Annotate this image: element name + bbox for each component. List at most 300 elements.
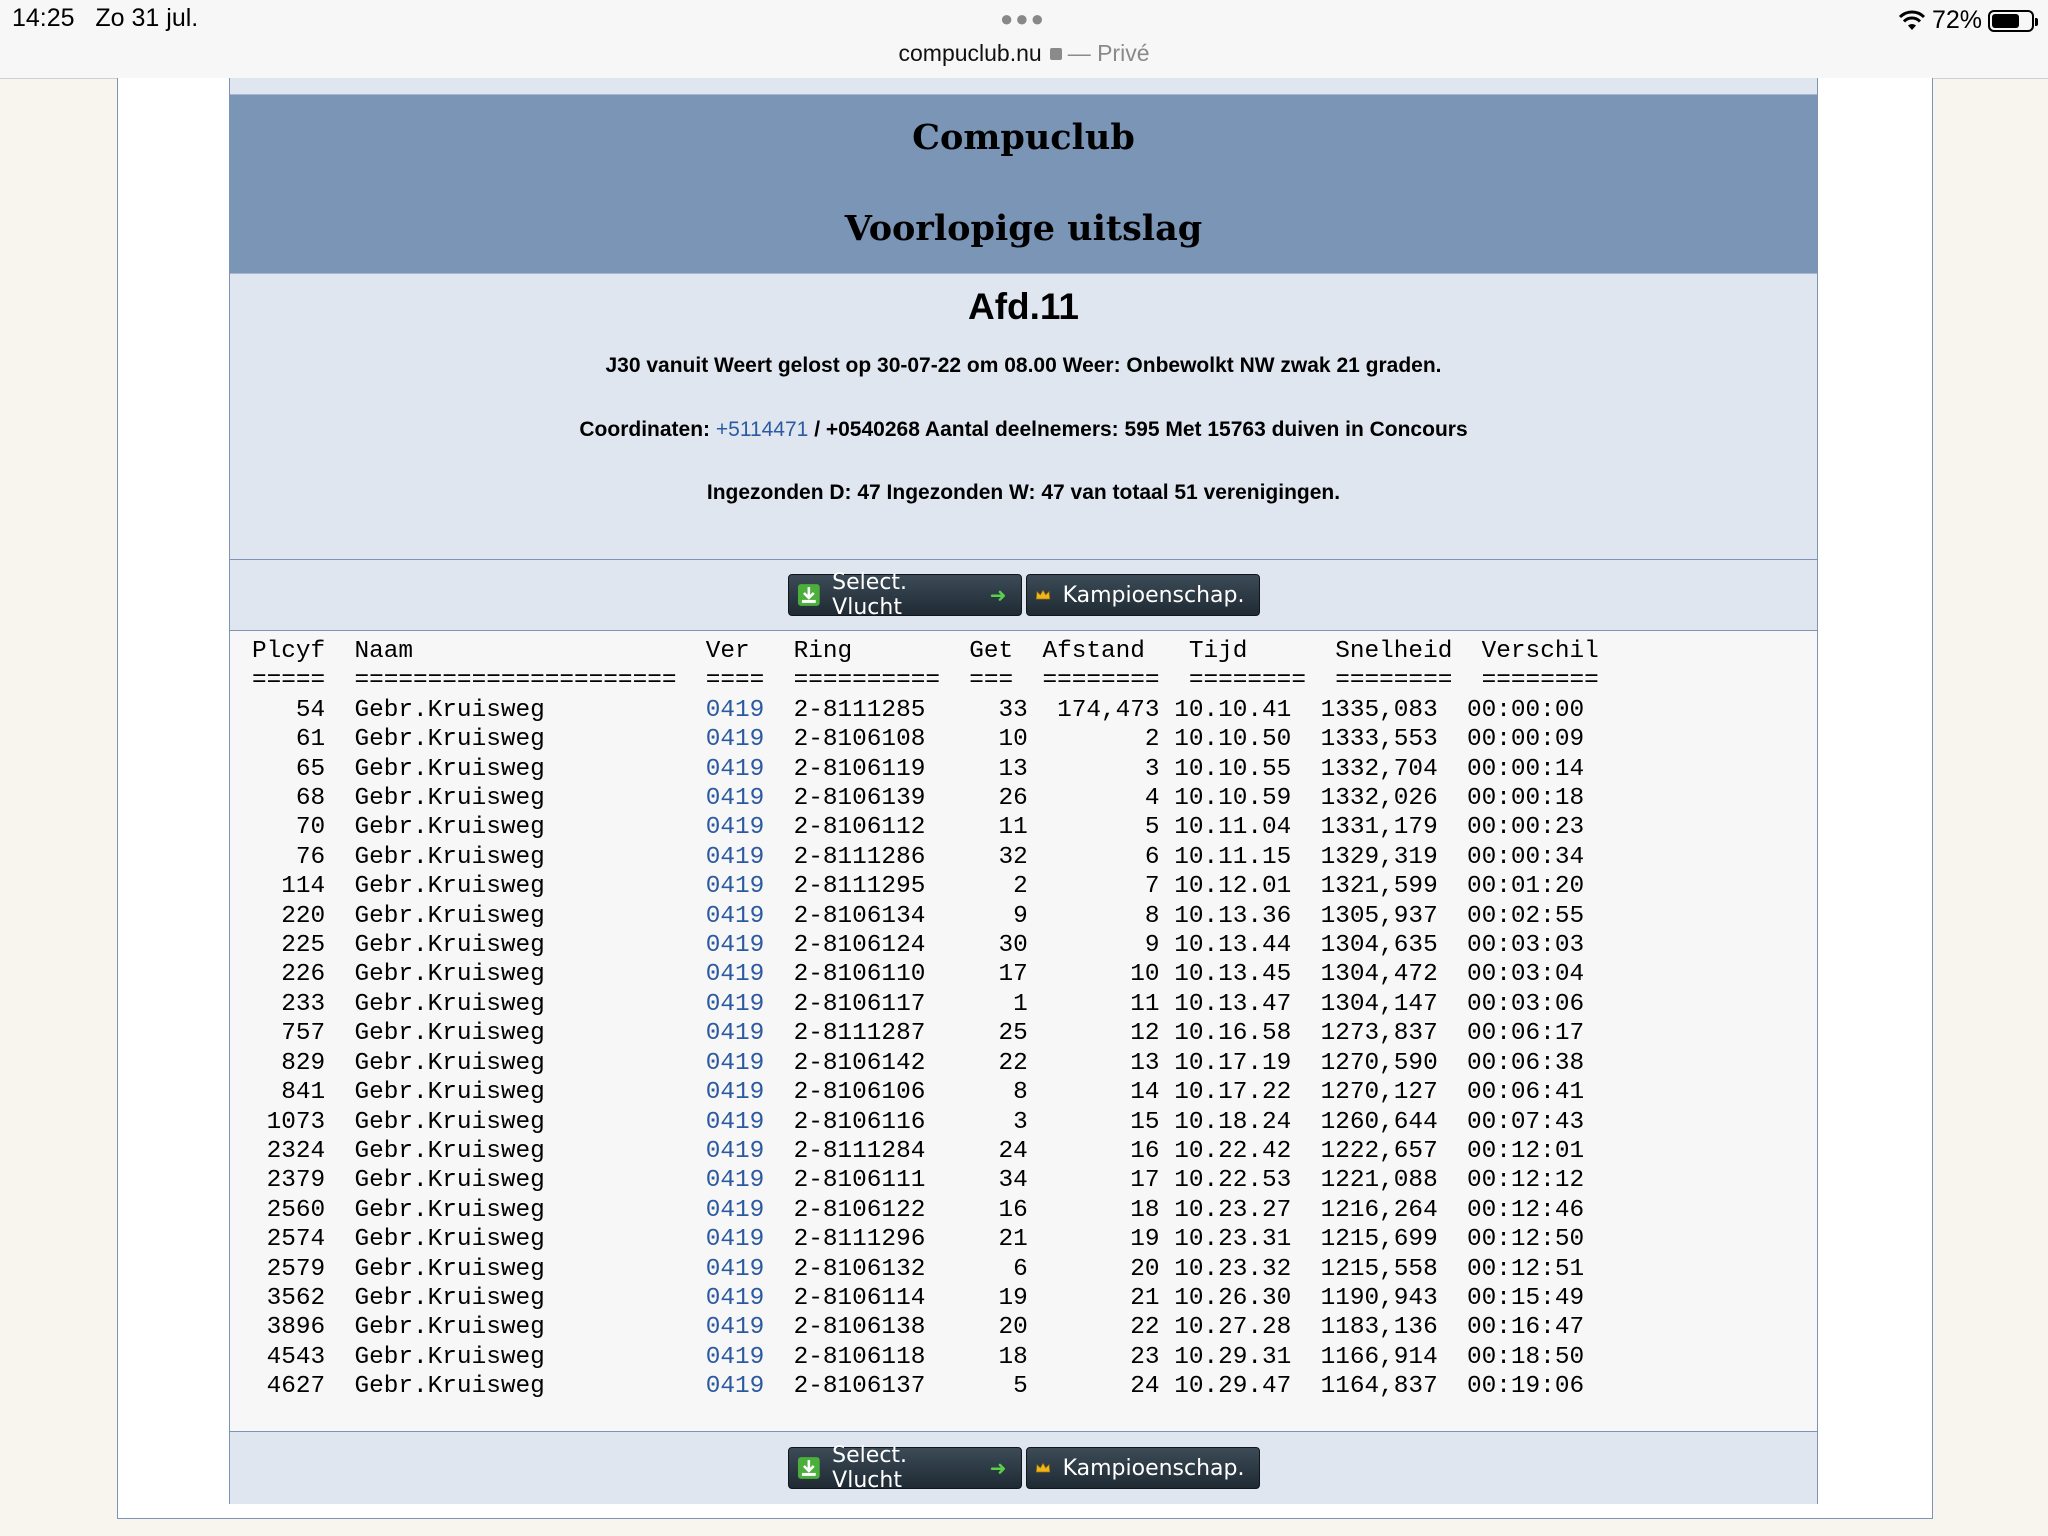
table-cell: 2-8106139 xyxy=(793,785,926,813)
table-cell: 10.27.28 xyxy=(1174,1314,1292,1342)
column-header: Verschil xyxy=(1481,638,1599,665)
table-row xyxy=(252,961,1584,988)
table-cell: 2-8106142 xyxy=(793,1049,926,1077)
header-underline: ===== xyxy=(252,667,326,695)
table-row xyxy=(252,1373,1584,1400)
table-cell: 00:12:51 xyxy=(1467,1255,1585,1283)
table-cell: 1260,644 xyxy=(1320,1108,1438,1136)
table-cell: Gebr.Kruisweg xyxy=(354,785,677,813)
table-cell[interactable]: 0419 xyxy=(705,814,765,842)
table-cell: 18 xyxy=(969,1343,1028,1371)
table-cell: Gebr.Kruisweg xyxy=(354,696,677,724)
table-row xyxy=(252,1314,1584,1341)
table-cell: 10.23.31 xyxy=(1174,1226,1292,1254)
table-cell: 24 xyxy=(1042,1373,1160,1401)
table-cell: 1270,590 xyxy=(1320,1049,1438,1077)
table-cell: 6 xyxy=(969,1255,1028,1283)
table-cell: 00:03:03 xyxy=(1467,932,1585,960)
table-cell: Gebr.Kruisweg xyxy=(354,902,677,930)
table-cell[interactable]: 0419 xyxy=(705,785,765,813)
column-header: Ver xyxy=(705,638,765,665)
table-cell: 1335,083 xyxy=(1320,696,1438,724)
table-row xyxy=(252,1050,1584,1077)
table-cell: 00:06:17 xyxy=(1467,1020,1585,1048)
table-cell: 4627 xyxy=(252,1373,326,1401)
table-cell: 16 xyxy=(969,1196,1028,1224)
table-cell: 00:15:49 xyxy=(1467,1284,1585,1312)
table-row xyxy=(252,1138,1584,1165)
table-cell: 4543 xyxy=(252,1343,326,1371)
download-icon xyxy=(797,1456,821,1480)
column-header: Get xyxy=(969,638,1014,665)
table-cell[interactable]: 0419 xyxy=(705,726,765,754)
select-vlucht-button[interactable] xyxy=(788,570,1022,620)
table-cell: Gebr.Kruisweg xyxy=(354,932,677,960)
table-cell: 841 xyxy=(252,1079,326,1107)
table-cell[interactable]: 0419 xyxy=(705,1137,765,1165)
table-cell: Gebr.Kruisweg xyxy=(354,1226,677,1254)
table-cell: Gebr.Kruisweg xyxy=(354,1167,677,1195)
table-cell: 00:12:50 xyxy=(1467,1226,1585,1254)
table-cell[interactable]: 0419 xyxy=(705,1079,765,1107)
table-row xyxy=(252,1256,1584,1283)
table-cell: 22 xyxy=(1042,1314,1160,1342)
select-vlucht-label: Select. Vlucht xyxy=(832,570,908,620)
table-cell[interactable]: 0419 xyxy=(705,1108,765,1136)
select-vlucht-label: Select. Vlucht xyxy=(832,1443,908,1493)
table-cell: 00:16:47 xyxy=(1467,1314,1585,1342)
crown-icon xyxy=(1035,1456,1051,1480)
table-cell: 17 xyxy=(1042,1167,1160,1195)
lock-icon xyxy=(1050,48,1062,60)
table-cell: 00:03:04 xyxy=(1467,961,1585,989)
column-header: Ring xyxy=(793,638,940,665)
kampioenschap-button[interactable] xyxy=(1026,574,1260,616)
table-cell: 1215,558 xyxy=(1320,1255,1438,1283)
table-cell[interactable]: 0419 xyxy=(705,961,765,989)
table-cell: 70 xyxy=(252,814,326,842)
table-cell: 10.22.42 xyxy=(1174,1137,1292,1165)
header-underline: ====================== xyxy=(354,667,677,695)
table-cell: 2-8106117 xyxy=(793,990,926,1018)
coord-link[interactable]: +5114471 xyxy=(715,418,809,441)
table-cell[interactable]: 0419 xyxy=(705,1373,765,1401)
wifi-icon xyxy=(1898,10,1926,32)
button-bar-top xyxy=(230,560,1817,631)
table-cell: 5 xyxy=(1042,814,1160,842)
table-row xyxy=(252,697,1584,724)
table-cell: Gebr.Kruisweg xyxy=(354,1255,677,1283)
table-cell: 2-8111286 xyxy=(793,843,926,871)
table-cell: 1215,699 xyxy=(1320,1226,1438,1254)
table-cell: Gebr.Kruisweg xyxy=(354,1108,677,1136)
table-cell: Gebr.Kruisweg xyxy=(354,1049,677,1077)
table-cell: 21 xyxy=(1042,1284,1160,1312)
table-cell: 2560 xyxy=(252,1196,326,1224)
table-cell: 1304,472 xyxy=(1320,961,1438,989)
table-row xyxy=(252,903,1584,930)
table-cell: 1305,937 xyxy=(1320,902,1438,930)
table-cell: 20 xyxy=(969,1314,1028,1342)
coord-label: Coordinaten: xyxy=(579,418,711,441)
table-cell: 233 xyxy=(252,990,326,1018)
table-cell: 2324 xyxy=(252,1137,326,1165)
table-cell: 829 xyxy=(252,1049,326,1077)
table-cell[interactable]: 0419 xyxy=(705,932,765,960)
table-cell: 1164,837 xyxy=(1320,1373,1438,1401)
table-cell: 5 xyxy=(969,1373,1028,1401)
status-right xyxy=(1898,6,2034,35)
table-cell: 32 xyxy=(969,843,1028,871)
flight-info xyxy=(230,273,1817,560)
table-cell[interactable]: 0419 xyxy=(705,696,765,724)
table-cell: 2 xyxy=(969,873,1028,901)
table-row xyxy=(252,1020,1584,1047)
table-cell[interactable]: 0419 xyxy=(705,1049,765,1077)
battery-icon xyxy=(1988,10,2034,32)
coord-rest: / +0540268 Aantal deelnemers: 595 Met 15763 duiven in Concours xyxy=(814,418,1468,441)
table-cell: 1304,635 xyxy=(1320,932,1438,960)
table-cell: 3896 xyxy=(252,1314,326,1342)
table-cell: 1216,264 xyxy=(1320,1196,1438,1224)
header-underline: ==== xyxy=(705,667,765,695)
table-cell: 10.22.53 xyxy=(1174,1167,1292,1195)
table-cell: Gebr.Kruisweg xyxy=(354,843,677,871)
afdeling-title: Afd.11 xyxy=(967,286,1080,327)
header-underline: === xyxy=(969,667,1014,695)
table-cell: 61 xyxy=(252,726,326,754)
table-cell[interactable]: 0419 xyxy=(705,873,765,901)
table-cell: 10.10.59 xyxy=(1174,785,1292,813)
table-cell: 11 xyxy=(1042,990,1160,1018)
table-cell: 8 xyxy=(1042,902,1160,930)
table-row xyxy=(252,1344,1584,1371)
crown-icon xyxy=(1035,583,1051,607)
column-header: Tijd xyxy=(1188,638,1306,665)
table-cell[interactable]: 0419 xyxy=(705,755,765,783)
table-cell: 2-8106114 xyxy=(793,1284,926,1312)
kampioenschap-label: Kampioenschap. xyxy=(1062,1455,1245,1481)
table-cell: 2 xyxy=(1042,726,1160,754)
table-cell: 1304,147 xyxy=(1320,990,1438,1018)
kampioenschap-label: Kampioenschap. xyxy=(1062,582,1245,608)
ingezonden-line: Ingezonden D: 47 Ingezonden W: 47 van totaal 51 verenigingen. xyxy=(706,481,1341,504)
table-cell: 757 xyxy=(252,1020,326,1048)
table-cell: 00:01:20 xyxy=(1467,873,1585,901)
table-cell: Gebr.Kruisweg xyxy=(354,1373,677,1401)
table-cell: 33 xyxy=(969,696,1028,724)
table-cell: 23 xyxy=(1042,1343,1160,1371)
table-cell: 1332,704 xyxy=(1320,755,1438,783)
table-cell: 00:18:50 xyxy=(1467,1343,1585,1371)
table-cell: 6 xyxy=(1042,843,1160,871)
table-row xyxy=(252,814,1584,841)
table-row xyxy=(252,1109,1584,1136)
page-header xyxy=(230,95,1817,273)
header-underline: ======== xyxy=(1481,667,1599,695)
table-row xyxy=(252,844,1584,871)
table-cell: 00:00:00 xyxy=(1467,696,1585,724)
table-row xyxy=(252,873,1584,900)
table-cell: 10.29.47 xyxy=(1174,1373,1292,1401)
results-preformatted xyxy=(252,637,1599,1402)
table-cell: 65 xyxy=(252,755,326,783)
table-cell: 2579 xyxy=(252,1255,326,1283)
table-cell: 2-8106112 xyxy=(793,814,926,842)
table-cell: 10.11.15 xyxy=(1174,843,1292,871)
table-cell: 1073 xyxy=(252,1108,326,1136)
table-cell: 2-8106106 xyxy=(793,1079,926,1107)
table-cell[interactable]: 0419 xyxy=(705,990,765,1018)
browser-status-bar xyxy=(0,0,2048,79)
table-cell: Gebr.Kruisweg xyxy=(354,1079,677,1107)
table-cell: 2-8106111 xyxy=(793,1167,926,1195)
table-cell: 2-8106132 xyxy=(793,1255,926,1283)
table-cell: Gebr.Kruisweg xyxy=(354,990,677,1018)
table-row xyxy=(252,932,1584,959)
table-cell: Gebr.Kruisweg xyxy=(354,755,677,783)
table-cell: 10.26.30 xyxy=(1174,1284,1292,1312)
table-cell: 10.18.24 xyxy=(1174,1108,1292,1136)
table-cell: 13 xyxy=(1042,1049,1160,1077)
results-panel xyxy=(229,78,1818,1504)
table-cell: 17 xyxy=(969,961,1028,989)
date-text: Zo 31 jul. xyxy=(95,4,199,32)
table-cell: 10.10.41 xyxy=(1174,696,1292,724)
table-cell: 3 xyxy=(1042,755,1160,783)
table-cell: 2574 xyxy=(252,1226,326,1254)
club-title: Compuclub xyxy=(912,117,1135,158)
table-cell[interactable]: 0419 xyxy=(705,1255,765,1283)
kampioenschap-button-bottom[interactable] xyxy=(1026,1447,1260,1489)
arrow-right-icon: ➜ xyxy=(989,1456,1007,1480)
results-table xyxy=(230,631,1817,1431)
table-cell: 00:00:18 xyxy=(1467,785,1585,813)
header-underline: ========== xyxy=(793,667,940,695)
table-cell: 1321,599 xyxy=(1320,873,1438,901)
table-cell: 1221,088 xyxy=(1320,1167,1438,1195)
table-cell: 11 xyxy=(969,814,1028,842)
table-cell: 10.13.44 xyxy=(1174,932,1292,960)
table-cell: 2-8106137 xyxy=(793,1373,926,1401)
header-underline: ======== xyxy=(1042,667,1160,695)
table-cell: 1270,127 xyxy=(1320,1079,1438,1107)
table-cell: 00:00:14 xyxy=(1467,755,1585,783)
table-cell: 2-8111296 xyxy=(793,1226,926,1254)
table-cell: 9 xyxy=(1042,932,1160,960)
column-header: Naam xyxy=(354,638,677,665)
table-row xyxy=(252,991,1584,1018)
status-time xyxy=(12,4,198,33)
table-cell[interactable]: 0419 xyxy=(705,1196,765,1224)
select-vlucht-button-bottom[interactable] xyxy=(788,1443,1022,1493)
table-cell: 1183,136 xyxy=(1320,1314,1438,1342)
table-cell: 15 xyxy=(1042,1108,1160,1136)
table-cell: 00:12:46 xyxy=(1467,1196,1585,1224)
table-cell: 00:03:06 xyxy=(1467,990,1585,1018)
table-cell: 10 xyxy=(1042,961,1160,989)
table-row xyxy=(252,726,1584,753)
table-cell: 16 xyxy=(1042,1137,1160,1165)
multitask-dots-icon[interactable]: ●●● xyxy=(1000,6,1046,31)
table-cell: 00:12:12 xyxy=(1467,1167,1585,1195)
table-cell: 220 xyxy=(252,902,326,930)
table-cell: 3562 xyxy=(252,1284,326,1312)
table-cell: 10.23.27 xyxy=(1174,1196,1292,1224)
table-cell: 3 xyxy=(969,1108,1028,1136)
table-cell: 10.16.58 xyxy=(1174,1020,1292,1048)
table-cell: 00:00:09 xyxy=(1467,726,1585,754)
table-cell: 225 xyxy=(252,932,326,960)
table-cell: 226 xyxy=(252,961,326,989)
table-cell: 1222,657 xyxy=(1320,1137,1438,1165)
table-cell: 00:12:01 xyxy=(1467,1137,1585,1165)
table-cell: 68 xyxy=(252,785,326,813)
table-cell: Gebr.Kruisweg xyxy=(354,873,677,901)
table-cell: 1329,319 xyxy=(1320,843,1438,871)
table-cell: 10.10.55 xyxy=(1174,755,1292,783)
clock-text: 14:25 xyxy=(12,4,75,32)
table-cell: Gebr.Kruisweg xyxy=(354,1137,677,1165)
table-cell: 00:02:55 xyxy=(1467,902,1585,930)
table-cell: 1333,553 xyxy=(1320,726,1438,754)
table-cell: 1331,179 xyxy=(1320,814,1438,842)
top-strip xyxy=(230,78,1817,95)
header-underline: ======== xyxy=(1335,667,1453,695)
table-cell: 10.10.50 xyxy=(1174,726,1292,754)
page-subtitle: Voorlopige uitslag xyxy=(844,208,1203,249)
table-cell: 20 xyxy=(1042,1255,1160,1283)
download-icon xyxy=(797,583,821,607)
table-cell: 25 xyxy=(969,1020,1028,1048)
table-cell: 10.17.19 xyxy=(1174,1049,1292,1077)
table-cell: 10.13.47 xyxy=(1174,990,1292,1018)
table-cell: Gebr.Kruisweg xyxy=(354,1284,677,1312)
table-cell: 2-8106118 xyxy=(793,1343,926,1371)
table-cell: Gebr.Kruisweg xyxy=(354,1020,677,1048)
table-cell: 7 xyxy=(1042,873,1160,901)
table-cell: 00:19:06 xyxy=(1467,1373,1585,1401)
table-cell[interactable]: 0419 xyxy=(705,1167,765,1195)
column-header: Snelheid xyxy=(1335,638,1453,665)
table-cell: 22 xyxy=(969,1049,1028,1077)
table-cell: 10.29.31 xyxy=(1174,1343,1292,1371)
table-cell: Gebr.Kruisweg xyxy=(354,814,677,842)
table-cell: 19 xyxy=(1042,1226,1160,1254)
table-cell: 2-8106110 xyxy=(793,961,926,989)
coordinates-line xyxy=(230,418,1817,442)
table-cell: 13 xyxy=(969,755,1028,783)
table-cell: 26 xyxy=(969,785,1028,813)
url-text: compuclub.nu xyxy=(898,40,1042,66)
table-cell: 1190,943 xyxy=(1320,1284,1438,1312)
table-cell: 10.17.22 xyxy=(1174,1079,1292,1107)
table-row xyxy=(252,1167,1584,1194)
table-row xyxy=(252,1079,1584,1106)
table-cell: 10.23.32 xyxy=(1174,1255,1292,1283)
button-bar-bottom xyxy=(230,1431,1817,1504)
table-cell: 00:00:23 xyxy=(1467,814,1585,842)
table-cell: 10.11.04 xyxy=(1174,814,1292,842)
table-cell: 14 xyxy=(1042,1079,1160,1107)
table-row xyxy=(252,1197,1584,1224)
table-cell: 00:06:41 xyxy=(1467,1079,1585,1107)
table-cell: 1332,026 xyxy=(1320,785,1438,813)
table-cell[interactable]: 0419 xyxy=(705,1343,765,1371)
table-cell: 2-8106108 xyxy=(793,726,926,754)
table-cell: 2-8106122 xyxy=(793,1196,926,1224)
table-cell: 00:00:34 xyxy=(1467,843,1585,871)
table-cell: 1273,837 xyxy=(1320,1020,1438,1048)
table-cell[interactable]: 0419 xyxy=(705,1314,765,1342)
table-cell: 1166,914 xyxy=(1320,1343,1438,1371)
table-row xyxy=(252,756,1584,783)
table-cell[interactable]: 0419 xyxy=(705,843,765,871)
table-cell: 2-8111284 xyxy=(793,1137,926,1165)
column-header: Plcyf xyxy=(252,638,326,665)
table-cell: 2-8111287 xyxy=(793,1020,926,1048)
table-cell: 18 xyxy=(1042,1196,1160,1224)
table-cell: 00:06:38 xyxy=(1467,1049,1585,1077)
table-row xyxy=(252,1285,1584,1312)
battery-percent: 72% xyxy=(1931,6,1982,34)
header-underline: ======== xyxy=(1188,667,1306,695)
table-cell: 2-8106119 xyxy=(793,755,926,783)
table-row xyxy=(252,1226,1584,1253)
table-cell: 00:07:43 xyxy=(1467,1108,1585,1136)
table-cell[interactable]: 0419 xyxy=(705,902,765,930)
table-cell: 10.12.01 xyxy=(1174,873,1292,901)
table-cell: 76 xyxy=(252,843,326,871)
table-cell: 30 xyxy=(969,932,1028,960)
table-cell: 1 xyxy=(969,990,1028,1018)
private-label: — Privé xyxy=(1067,40,1150,66)
table-cell: 10.13.45 xyxy=(1174,961,1292,989)
table-cell: Gebr.Kruisweg xyxy=(354,726,677,754)
table-cell: 8 xyxy=(969,1079,1028,1107)
table-cell: 34 xyxy=(969,1167,1028,1195)
table-cell: 174,473 xyxy=(1042,696,1160,724)
table-cell: 114 xyxy=(252,873,326,901)
table-cell: 4 xyxy=(1042,785,1160,813)
table-cell: 2-8106116 xyxy=(793,1108,926,1136)
table-cell: 2-8111295 xyxy=(793,873,926,901)
table-cell: 10.13.36 xyxy=(1174,902,1292,930)
table-row xyxy=(252,785,1584,812)
table-cell: Gebr.Kruisweg xyxy=(354,961,677,989)
arrow-right-icon: ➜ xyxy=(989,583,1007,607)
address-bar[interactable] xyxy=(0,40,2048,67)
table-cell: 54 xyxy=(252,696,326,724)
table-cell: 2379 xyxy=(252,1167,326,1195)
table-cell: 9 xyxy=(969,902,1028,930)
table-cell[interactable]: 0419 xyxy=(705,1226,765,1254)
table-cell[interactable]: 0419 xyxy=(705,1020,765,1048)
table-cell: 2-8106124 xyxy=(793,932,926,960)
table-cell: Gebr.Kruisweg xyxy=(354,1196,677,1224)
table-cell: 19 xyxy=(969,1284,1028,1312)
table-cell: Gebr.Kruisweg xyxy=(354,1343,677,1371)
table-cell: 2-8111285 xyxy=(793,696,926,724)
table-cell: 21 xyxy=(969,1226,1028,1254)
table-cell: Gebr.Kruisweg xyxy=(354,1314,677,1342)
table-cell: 24 xyxy=(969,1137,1028,1165)
table-cell[interactable]: 0419 xyxy=(705,1284,765,1312)
table-cell: 2-8106134 xyxy=(793,902,926,930)
table-cell: 12 xyxy=(1042,1020,1160,1048)
column-header: Afstand xyxy=(1042,638,1160,665)
table-cell: 10 xyxy=(969,726,1028,754)
